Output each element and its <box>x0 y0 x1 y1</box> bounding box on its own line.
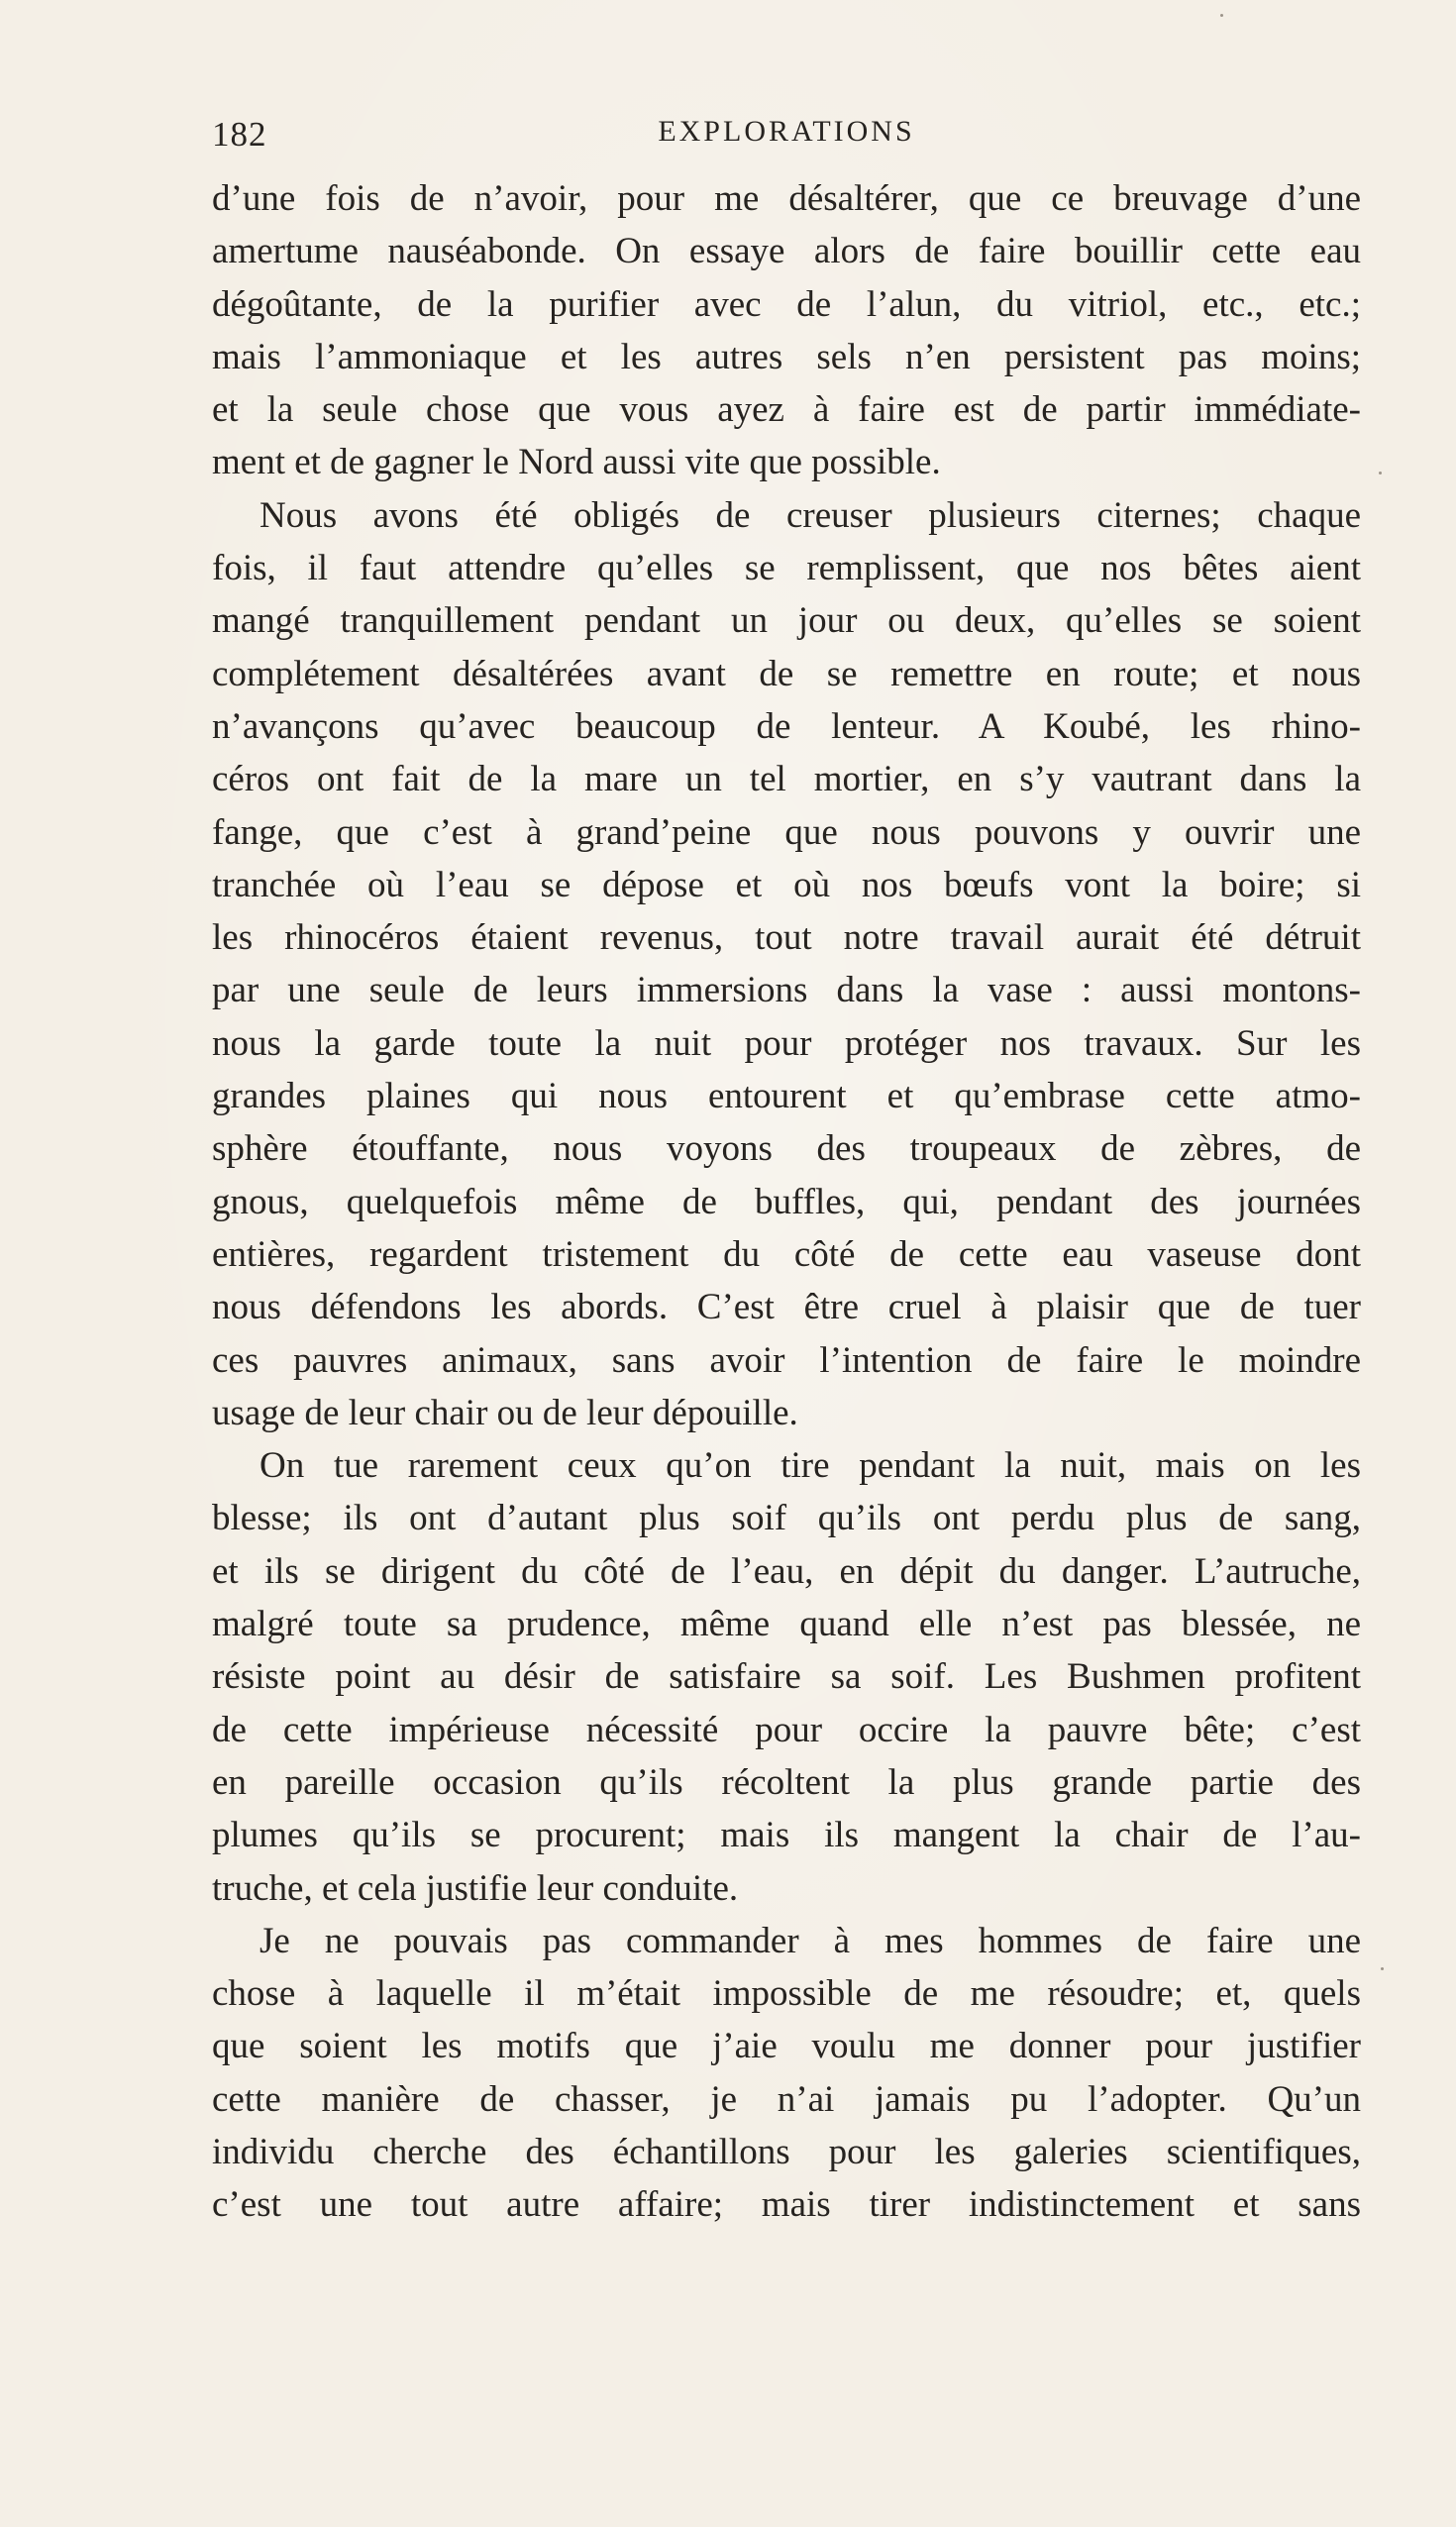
text-line: d’une fois de n’avoir, pour me désaltérer, que ce breuvage d’une <box>212 178 1361 219</box>
text-line: chose à laquelle il m’était impossible de me résoudre; et, quels <box>212 1973 1361 2015</box>
text-line: plumes qu’ils se procurent; mais ils mangent la chair de l’au- <box>212 1815 1361 1856</box>
text-line: de cette impérieuse nécessité pour occire la pauvre bête; c’est <box>212 1709 1361 1750</box>
text-line: c’est une tout autre affaire; mais tirer indistinctement et sans <box>212 2184 1361 2226</box>
text-line: nous la garde toute la nuit pour protéger nos travaux. Sur les <box>212 1022 1361 1064</box>
text-line: résiste point au désir de satisfaire sa soif. Les Bushmen profitent <box>212 1656 1361 1698</box>
text-line: truche, et cela justifie leur conduite. <box>212 1867 739 1909</box>
paper-speck <box>1379 472 1382 474</box>
page-header <box>212 111 1361 160</box>
text-line: On tue rarement ceux qu’on tire pendant la nuit, mais on les <box>260 1445 1361 1487</box>
text-line: sphère étouffante, nous voyons des troupeaux de zèbres, de <box>212 1128 1361 1170</box>
text-line: que soient les motifs que j’aie voulu me donner pour justifier <box>212 2026 1361 2067</box>
text-line: et la seule chose que vous ayez à faire est de partir immédiate- <box>212 389 1361 431</box>
paper-speck <box>1381 1967 1384 1970</box>
text-line: mangé tranquillement pendant un jour ou deux, qu’elles se soient <box>212 600 1361 642</box>
paper-speck <box>1220 14 1223 17</box>
page-number: 182 <box>212 115 267 154</box>
text-line: mais l’ammoniaque et les autres sels n’en persistent pas moins; <box>212 336 1361 377</box>
text-line: ment et de gagner le Nord aussi vite que possible. <box>212 442 941 483</box>
text-line: gnous, quelquefois même de buffles, qui, pendant des journées <box>212 1181 1361 1222</box>
text-line: fange, que c’est à grand’peine que nous pouvons y ouvrir une <box>212 811 1361 853</box>
text-line: par une seule de leurs immersions dans la vase : aussi montons- <box>212 970 1361 1011</box>
text-line: entières, regardent tristement du côté de cette eau vaseuse dont <box>212 1233 1361 1275</box>
text-line: céros ont fait de la mare un tel mortier, en s’y vautrant dans la <box>212 759 1361 800</box>
running-title: EXPLORATIONS <box>658 115 915 148</box>
text-line: amertume nauséabonde. On essaye alors de faire bouillir cette eau <box>212 231 1361 272</box>
text-line: usage de leur chair ou de leur dépouille. <box>212 1392 798 1433</box>
text-line: fois, il faut attendre qu’elles se remplissent, que nos bêtes aient <box>212 548 1361 589</box>
text-line: et ils se dirigent du côté de l’eau, en dépit du danger. L’autruche, <box>212 1550 1361 1592</box>
text-line: ces pauvres animaux, sans avoir l’intention de faire le moindre <box>212 1339 1361 1381</box>
text-line: grandes plaines qui nous entourent et qu’embrase cette atmo- <box>212 1076 1361 1117</box>
text-line: les rhinocéros étaient revenus, tout notre travail aurait été détruit <box>212 917 1361 959</box>
text-line: Nous avons été obligés de creuser plusieurs citernes; chaque <box>260 494 1361 536</box>
text-line: tranchée où l’eau se dépose et où nos bœufs vont la boire; si <box>212 864 1361 905</box>
text-line: dégoûtante, de la purifier avec de l’alun, du vitriol, etc., etc.; <box>212 283 1361 325</box>
text-line: cette manière de chasser, je n’ai jamais pu l’adopter. Qu’un <box>212 2078 1361 2120</box>
text-line: individu cherche des échantillons pour les galeries scientifiques, <box>212 2131 1361 2172</box>
text-line: blesse; ils ont d’autant plus soif qu’ils ont perdu plus de sang, <box>212 1498 1361 1539</box>
text-line: malgré toute sa prudence, même quand elle n’est pas blessée, ne <box>212 1604 1361 1645</box>
text-line: complétement désaltérées avant de se remettre en route; et nous <box>212 653 1361 694</box>
text-line: en pareille occasion qu’ils récoltent la plus grande partie des <box>212 1761 1361 1803</box>
text-line: nous défendons les abords. C’est être cruel à plaisir que de tuer <box>212 1287 1361 1328</box>
text-line: Je ne pouvais pas commander à mes hommes de faire une <box>260 1920 1361 1961</box>
text-line: n’avançons qu’avec beaucoup de lenteur. A Koubé, les rhino- <box>212 705 1361 747</box>
body-text <box>212 172 1361 2232</box>
